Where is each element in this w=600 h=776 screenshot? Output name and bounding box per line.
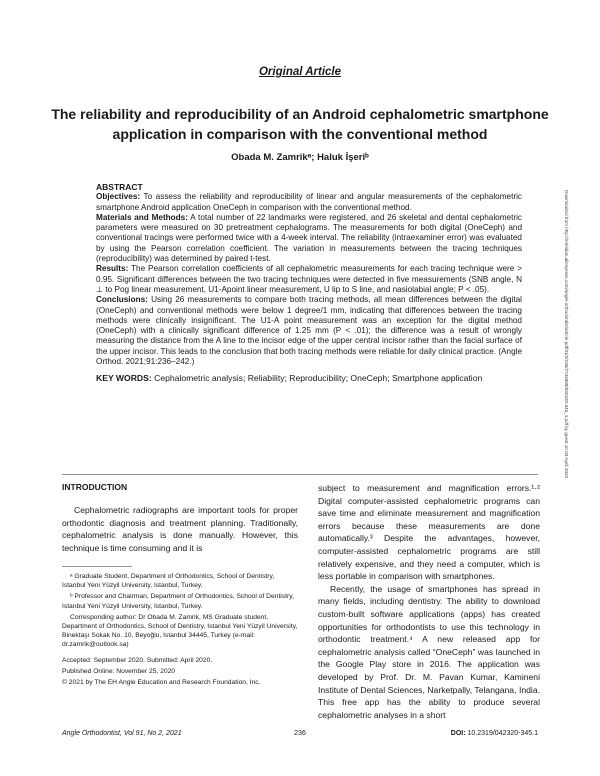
- download-note: Downloaded from http://meridian.allenpress.com/angle-orthodontist/article-pdf/91/2/236/2744608/032320-345_1.pdf by guest on 03 April 2022: [564, 190, 569, 479]
- abstract-objectives: [96, 192, 522, 213]
- section-divider: [62, 474, 538, 475]
- abstract-results: [96, 264, 522, 295]
- article-type: Original Article: [258, 66, 341, 78]
- footnote-rule: [62, 566, 132, 567]
- conclusions-label: Conclusions:: [96, 295, 148, 305]
- abstract-heading: ABSTRACT: [96, 182, 143, 192]
- abstract-keywords: [96, 373, 522, 384]
- intro-right-paragraph-1: subject to measurement and magnification errors.¹·² Digital computer-assisted cephalometric programs can save time and eliminate measurement and magnification errors because these measurements are done automatically.³ Despite the advantages, however, computer-assisted cephalometric programs are still relatively expensive, and they need a computer, which is less portable in comparison with smartphones.: [318, 483, 540, 582]
- abstract-conclusions: [96, 295, 522, 367]
- doi-value: 10.2319/042320-345.1: [467, 730, 538, 737]
- right-column: [318, 482, 540, 721]
- methods-text: A total number of 22 landmarks were registered, and 26 skeletal and dental cephalometric parameters were measured on 30 pretreatment cephalograms. The measurements for both digital (OneCeph) and conventional tracings were performed twice with a 4-week interval. The reliability (intraexaminer error) was evaluated by using the Pearson correlation coefficient. The variation in measurements between the tracing techniques (reproducibility) was determined by paired t-test.: [96, 212, 522, 264]
- footnote-published: Published Online: November 25, 2020: [62, 667, 176, 675]
- objectives-text: To assess the reliability and reproducibility of linear and angular measurements of the cephalometric smartphone Android application OneCeph in comparison with the conventional method.: [96, 192, 522, 212]
- authors: Obada M. Zamrikᵃ; Haluk İşeriᵇ: [231, 152, 369, 163]
- abstract: [96, 182, 522, 384]
- footnote-b: ᵇ Professor and Chairman, Department of Orthodontics, School of Dentistry, Istanbul Yeni Yüzyil University, Istanbul, Turkey.: [62, 593, 294, 610]
- methods-label: Materials and Methods:: [96, 212, 188, 222]
- objectives-label: Objectives:: [96, 192, 141, 202]
- doi-label: DOI:: [450, 730, 466, 737]
- left-column: [62, 482, 298, 554]
- keywords-text: Cephalometric analysis; Reliability; Reproducibility; OneCeph; Smartphone application: [154, 373, 483, 384]
- page-number: 236: [294, 730, 306, 737]
- footnote-copyright: © 2021 by The EH Angle Education and Research Foundation, Inc.: [62, 679, 261, 687]
- introduction-heading: INTRODUCTION: [62, 482, 128, 492]
- intro-paragraph-1: Cephalometric radiographs are important tools for proper orthodontic diagnosis and treatment planning. Traditionally, cephalometric analysis is done manually. However, this technique is time consuming and it is: [62, 505, 298, 553]
- footnote-accepted: Accepted: September 2020. Submitted: April 2020.: [62, 656, 213, 664]
- results-text: The Pearson correlation coefficients of all cephalometric measurements for each tracing technique were > 0.95. Significant differences between the two tracing techniques were detected in five measurements (SNB angle, N ⊥ to Pog linear measurement, U1-Apoint linear measurement, U lip to S line, and nasiolabial angle; P < .05).: [96, 264, 522, 294]
- conclusions-text: Using 26 measurements to compare both tracing methods, all mean differences between the digital (OneCeph) and conventional methods were below 1 degree/1 mm, indicating that differences between the tracing methods were clinically insignificant. The U1-A point measurement was an exception for the digital method (OneCeph) with a clinically significant difference of 1.25 mm (P < .01); the difference was a result of wrongly measuring the distance from the A line to the incisor edge of the upper central incisor rather than the facial surface of the upper incisor. This leads to the conclusion that both tracing methods were reliable for daily clinical practice. (Angle Orthod. 2021;91:236–242.): [96, 295, 522, 367]
- journal-citation: Angle Orthodontist, Vol 91, No 2, 2021: [62, 730, 182, 737]
- intro-right-paragraph-2: Recently, the usage of smartphones has spread in many fields, including dentistry. The ability to download custom-built software applications (apps) has created opportunities for orthodontists to use this technology in orthodontic treatment.⁴ A new released app for cephalometric analysis called “OneCeph” was launched in the Google Play store in 2016. The application was developed by Prof. Dr. M. Pavan Kumar, Kamineni Institute of Dental Sciences, Narketpally, Telangana, India. This free app has the ability to produce several cephalometric analyses in a short: [318, 583, 540, 720]
- results-label: Results:: [96, 264, 129, 274]
- download-sidebar: [560, 190, 570, 590]
- footnotes: [62, 566, 298, 689]
- footnote-a: ᵃ Graduate Student, Department of Orthodontics, School of Dentistry, Istanbul Yeni Yüzyil University, Istanbul, Turkey.: [62, 573, 275, 590]
- abstract-methods: [96, 213, 522, 264]
- footnote-corresponding: Corresponding author: Dr Obada M. Zamrik, MS Graduate student, Department of Orthodontics, School of Dentistry, Istanbul Yeni Yüzyil University, Binektaşı Sokak No. 10, Beyoğlu, Istanbul 34445, Turkey (e-mail: dr.zamrik@outlook.sa): [62, 613, 298, 649]
- doi: [451, 730, 538, 737]
- keywords-label: KEY WORDS:: [96, 373, 152, 384]
- article-title: The reliability and reproducibility of an Android cephalometric smartphone application in comparison with the conventional method: [51, 106, 549, 142]
